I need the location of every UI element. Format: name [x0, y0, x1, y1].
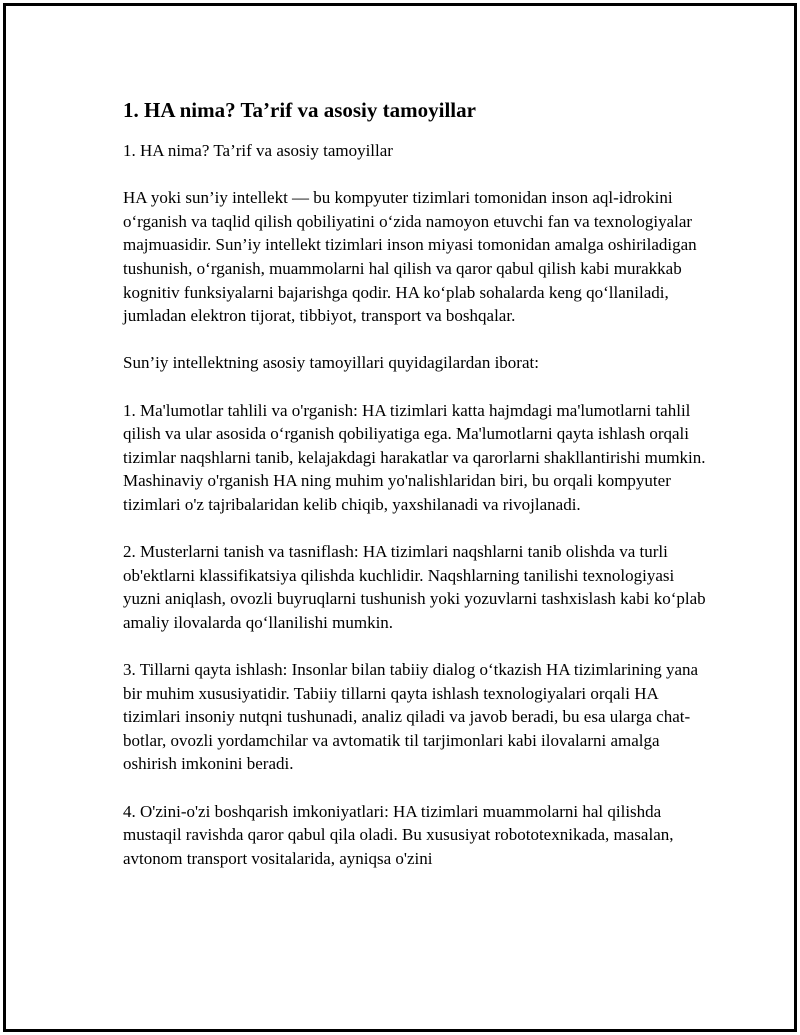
principle-pattern-recognition-paragraph: 2. Musterlarni tanish va tasniflash: HA tizimlari naqshlarni tanib olishda va turli ob'ektlarni klassifikatsiya qilishda kuchlidir. Naqshlarning tanilishi texnologiyasi yuzni aniqlash, ovozli buyruqlarni tushunish yoki yozuvlarni tashxislash kabi ko‘plab amaliy ilovalarda qo‘llanilishi mumkin. [123, 542, 706, 632]
principle-language-processing-paragraph: 3. Tillarni qayta ishlash: Insonlar bilan tabiiy dialog o‘tkazish HA tizimlarining yana bir muhim xususiyatidir. Tabiiy tillarni qayta ishlash texnologiyalari orqali HA tizimlari insoniy nutqni tushunadi, analiz qiladi va javob beradi, bu esa ularga chat-botlar, ovozli yordamchilar va avtomatik til tarjimonlari kabi ilovalarni amalga oshirish imkonini beradi. [123, 660, 699, 774]
document-body [120, 96, 710, 870]
principle-self-control-paragraph: 4. O'zini-o'zi boshqarish imkoniyatlari: HA tizimlari muammolarni hal qilishda mustaqil ravishda qaror qabul qila oladi. Bu xususiyat robototexnikada, masalan, avtonom transport vositalarida, ayniqsa o'zini [123, 801, 674, 868]
document-title: 1. HA nima? Ta’rif va asosiy tamoyillar [123, 98, 476, 122]
definition-paragraph: HA yoki sun’iy intellekt — bu kompyuter tizimlari tomonidan inson aql-idrokini o‘rganish va taqlid qilish qobiliyatini o‘zida namoyon etuvchi fan va texnologiyalar majmuasidir. Sun’iy intellekt tizimlari inson miyasi tomonidan amalga oshiriladigan tushunish, o‘rganish, muammolarni hal qilish va qaror qabul qilish kabi murakkab kognitiv funksiyalarni bajarishga qodir. HA ko‘plab sohalarda keng qo‘llaniladi, jumladan elektron tijorat, tibbiyot, transport va boshqalar. [123, 188, 697, 326]
principles-intro-paragraph: Sun’iy intellektning asosiy tamoyillari quyidagilardan iborat: [123, 353, 539, 373]
page-frame [3, 3, 797, 1032]
principle-data-analysis-paragraph: 1. Ma'lumotlar tahlili va o'rganish: HA tizimlari katta hajmdagi ma'lumotlarni tahlil qilish va ular asosida o‘rganish qobiliyatiga ega. Ma'lumotlarni qayta ishlash orqali tizimlar naqshlarni tanib, kelajakdagi harakatlar va qarorlarni shakllantirishi mumkin. Mashinaviy o'rganish HA ning muhim yo'nalishlaridan biri, bu orqali kompyuter tizimlari o'z tajribalaridan kelib chiqib, yaxshilanadi va rivojlanadi. [123, 400, 706, 514]
subheading-paragraph: 1. HA nima? Ta’rif va asosiy tamoyillar [123, 141, 393, 160]
